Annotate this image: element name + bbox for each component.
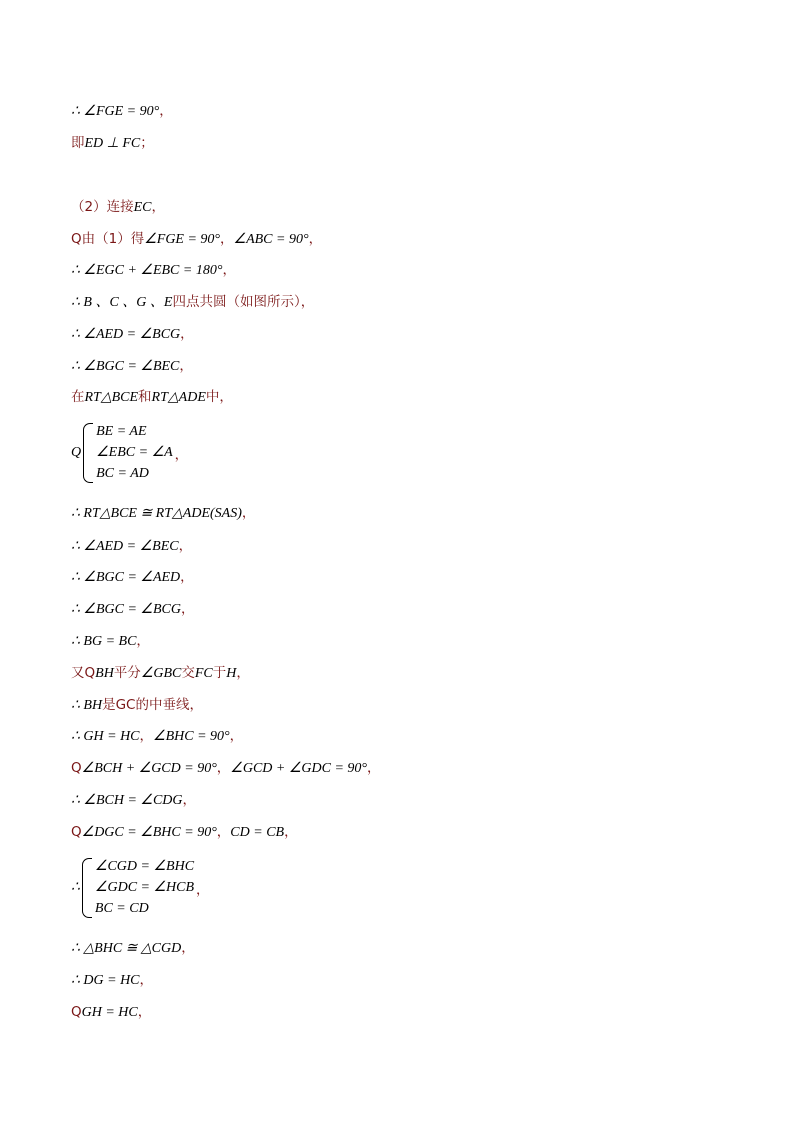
math-expression: H — [226, 666, 237, 681]
math-expression: ∠GCD + ∠GDC = 90° — [230, 761, 368, 776]
punctuation: ， — [367, 760, 381, 776]
solution-line — [71, 938, 195, 958]
punctuation: ， — [236, 665, 250, 681]
solution-line — [71, 324, 194, 344]
punctuation: ， — [180, 569, 194, 585]
math-expression: GH = HC — [81, 1005, 138, 1020]
math-expression: ∴ ∠FGE = 90° — [71, 104, 160, 119]
solution-line — [71, 197, 165, 217]
punctuation: ， — [222, 262, 236, 278]
math-expression: ∴ ∠BGC = ∠AED — [71, 570, 181, 585]
math-expression: RT△BCE — [84, 390, 139, 405]
system-rows — [95, 856, 194, 919]
math-expression: ∴ △BHC ≅ △CGD — [71, 941, 182, 956]
punctuation: ， — [241, 505, 256, 521]
math-expression: ∴ BG = BC — [71, 634, 137, 649]
punctuation: ， — [229, 728, 244, 744]
punctuation: ， — [180, 601, 195, 617]
punctuation: ， — [136, 633, 150, 649]
solution-line — [71, 229, 322, 249]
solution-line — [71, 790, 196, 810]
solution-line — [71, 292, 314, 312]
math-expression: ∴ ∠BCH = ∠CDG — [71, 793, 183, 808]
solution-line — [71, 695, 203, 715]
left-brace-icon — [82, 858, 92, 918]
punctuation: ， — [179, 358, 193, 374]
math-expression: ∠BCH + ∠GCD = 90° — [81, 761, 217, 776]
punctuation: ， — [182, 792, 197, 808]
text: 在 — [71, 389, 85, 405]
punctuation: ， — [178, 538, 193, 554]
punctuation: ， — [139, 728, 154, 744]
punctuation: ， — [196, 881, 210, 898]
solution-line — [71, 758, 381, 778]
text: 即 — [71, 135, 85, 151]
system-row: ∠EBC = ∠A — [96, 445, 173, 460]
system-row: ∠CGD = ∠BHC — [94, 859, 195, 874]
punctuation: ， — [220, 231, 234, 247]
solution-line — [71, 599, 194, 619]
text: Q — [71, 760, 82, 776]
system-row: ∠GDC = ∠HCB — [94, 880, 195, 895]
punctuation: ； — [140, 135, 154, 151]
equation-system — [71, 421, 188, 484]
punctuation: ， — [180, 326, 194, 342]
punctuation: ， — [174, 446, 189, 463]
math-expression: ∠DGC = ∠BHC = 90° — [81, 825, 217, 840]
system-row: BC = CD — [94, 901, 149, 916]
math-expression: ∠GBC — [140, 666, 182, 681]
math-expression: ∴ ∠BGC = ∠BCG — [71, 602, 181, 617]
math-expression: ∴ BH — [71, 698, 103, 713]
solution-line — [71, 822, 298, 842]
solution-line — [71, 663, 250, 683]
solution-line — [71, 726, 243, 746]
solution-line — [71, 567, 194, 587]
math-expression: ∴ GH = HC — [71, 729, 140, 744]
math-expression: CD = CB — [230, 825, 285, 840]
math-expression: ED ⊥ FC — [84, 136, 141, 151]
math-expression: ∴ ∠EGC + ∠EBC = 180° — [71, 263, 223, 278]
text: Q由（1）得 — [71, 231, 145, 247]
text: 中， — [205, 389, 233, 405]
text: （2）连接 — [71, 199, 134, 215]
system-lead: ∴ — [71, 880, 80, 895]
math-expression: ∴ ∠AED = ∠BCG — [71, 327, 181, 342]
punctuation: ， — [308, 231, 323, 247]
punctuation: ， — [216, 824, 231, 840]
solution-line — [71, 503, 255, 523]
text: 又Q — [71, 665, 96, 681]
solution-line — [71, 260, 236, 280]
punctuation: ， — [151, 199, 165, 215]
text: 平分 — [113, 665, 141, 681]
text: 于 — [212, 665, 227, 681]
math-expression: ∠FGE = 90° — [144, 232, 221, 247]
solution-line — [71, 133, 154, 153]
math-expression: ∴ DG = HC — [71, 973, 140, 988]
punctuation: ， — [159, 103, 173, 119]
math-expression: FC — [194, 666, 213, 681]
punctuation: ， — [137, 1004, 152, 1020]
math-expression: RT△ADE — [151, 390, 206, 405]
punctuation: ， — [181, 940, 195, 956]
text: 交 — [181, 665, 195, 681]
math-expression: ∴ B 、C 、G 、E — [71, 295, 173, 310]
equation-system — [71, 856, 210, 919]
solution-line — [71, 356, 193, 376]
punctuation: ， — [216, 760, 231, 776]
text: 是GC的中垂线， — [102, 697, 203, 713]
math-expression: ∠BHC = 90° — [153, 729, 230, 744]
text: Q — [71, 1004, 82, 1020]
math-expression: ∠ABC = 90° — [233, 232, 309, 247]
system-rows — [96, 421, 173, 484]
solution-line — [71, 970, 153, 990]
math-expression: EC — [133, 200, 152, 215]
solution-line — [71, 631, 150, 651]
punctuation: ， — [284, 824, 298, 840]
text: 和 — [138, 389, 152, 405]
solution-line — [71, 536, 192, 556]
system-row: BC = AD — [96, 466, 149, 481]
punctuation: ， — [139, 972, 154, 988]
text: 四点共圆（如图所示）， — [172, 294, 315, 310]
math-expression: ∴ ∠BGC = ∠BEC — [71, 359, 180, 374]
left-brace-icon — [83, 423, 93, 483]
solution-line — [71, 101, 173, 121]
math-expression: BH — [95, 666, 114, 681]
solution-line — [71, 1002, 151, 1022]
system-row: BE = AE — [96, 424, 147, 439]
solution-line — [71, 387, 233, 407]
math-expression: ∴ ∠AED = ∠BEC — [71, 539, 179, 554]
math-expression: ∴ RT△BCE ≅ RT△ADE(SAS) — [71, 506, 242, 521]
text: Q — [71, 824, 82, 840]
system-lead: Q — [71, 444, 82, 460]
